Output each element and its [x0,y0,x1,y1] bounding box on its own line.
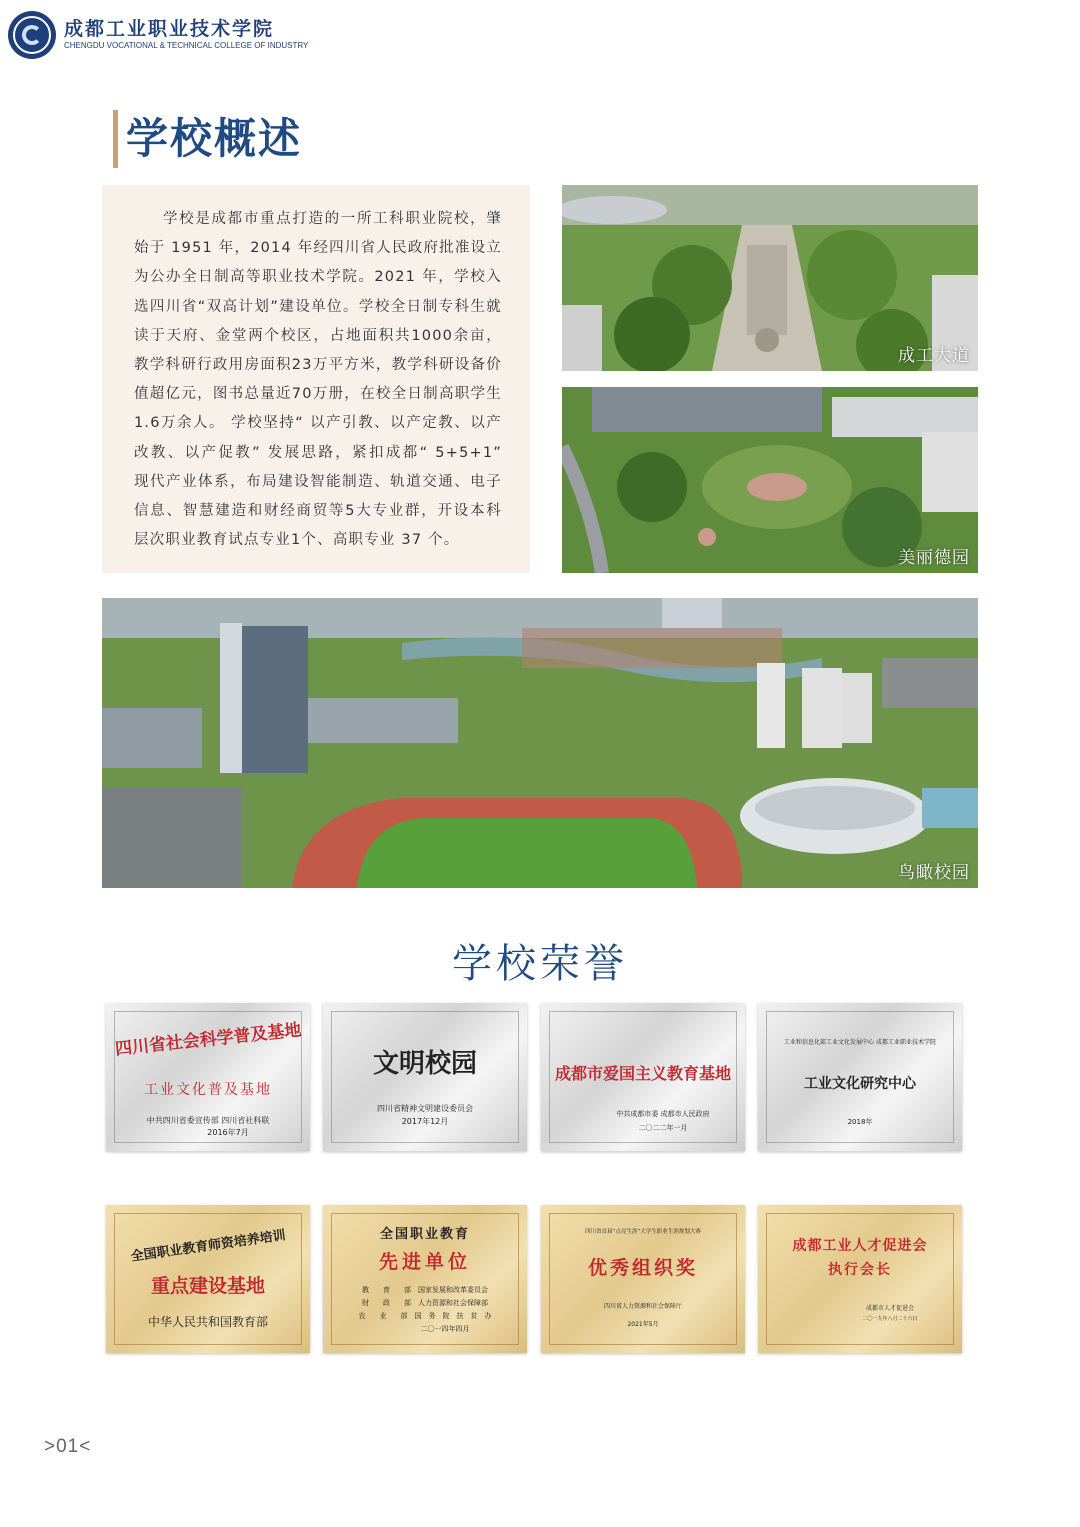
plaque-8-title: 成都工业人才促进会 [792,1238,928,1254]
overview-text: 学校是成都市重点打造的一所工科职业院校，肇始于 1951 年，2014 年经四川省人民政府批准设立为公办全日制高等职业技术学院。2021 年，学校入选四川省“双高计划”建设单位。学校全日制专科生就读于天府、金堂两个校区，占地面积共1000余亩，教学科研行政用房面积23万平方米，教学科研设备价值超亿元，图书总量近70万册，在校全日制高职学生1.6万余人。 学校坚持“ 以产引教、以产定教、以产改教、以产促教” 发展思路，紧扣成都“ 5+5+1” 现代产业体系，布局建设智能制造、轨道交通、电子信息、智慧建造和财经商贸等5大专业群，开设本科层次职业教育试点专业1个、高职专业 37 个。 [134,211,502,549]
plaque-2-title: 文明校园 [372,1049,477,1079]
plaque-4-date: 2018年 [847,1118,873,1126]
overview-title: 学校概述 [126,114,303,163]
honors-title: 学校荣誉 [452,941,628,987]
plaque-3-title: 成都市爱国主义教育基地 [554,1064,731,1083]
plaque-1-title: 四川省社会科学普及基地 [114,1020,303,1060]
plaque-social-science-base [106,1003,310,1151]
photo-garden-caption: 美丽德园 [898,548,970,568]
plaque-8-subtitle: 执行会长 [828,1262,892,1278]
college-name-cn: 成都工业职业技术学院 [64,18,275,40]
plaque-3-date: 二〇二二年一月 [638,1124,688,1132]
page-number: >01< [44,1436,92,1457]
plaque-6-issuer-2: 财 政 部 人力资源和社会保障部 [362,1299,488,1307]
college-name-en: CHENGDU VOCATIONAL & TECHNICAL COLLEGE OF INDUSTRY [64,41,309,50]
plaque-1-date: 2016年7月 [207,1128,249,1137]
plaque-6-issuer-3: 农 业 部 国 务 院 扶 贫 办 [358,1312,492,1320]
photo-avenue-caption: 成工大道 [898,346,970,366]
plaque-teacher-training-base [106,1205,310,1353]
college-name [64,18,308,52]
plaque-3-issuer: 中共成都市委 成都市人民政府 [616,1110,710,1118]
plaque-7-title: 优秀组织奖 [587,1257,698,1279]
plaque-organization-award [541,1205,745,1353]
header [8,10,308,60]
photo-garden [562,387,978,573]
plaque-7-issuer: 四川省人力资源和社会保障厅 [603,1303,682,1310]
plaque-4-issuer: 工业和信息化部工业文化发展中心 成都工业职业技术学院 [784,1039,936,1046]
plaque-6-subtitle: 全国职业教育 [379,1227,470,1242]
plaque-8-issuer: 成都市人才促进会 [865,1305,914,1312]
plaque-5-issuer: 中华人民共和国教育部 [147,1315,268,1329]
photo-aerial [102,598,978,888]
plaque-1-subtitle: 工业文化普及基地 [144,1082,272,1098]
plaque-6-title: 先进单位 [378,1251,471,1273]
plaque-executive-president [758,1205,962,1353]
plaque-industrial-culture-center [758,1003,962,1151]
college-logo [8,11,56,59]
plaque-patriotic-base [541,1003,745,1151]
plaque-advanced-unit [323,1205,527,1353]
plaque-7-subtitle: 四川省首届“点亮生涯”大学生职业生涯规划大赛 [585,1229,701,1235]
photo-aerial-caption: 鸟瞰校园 [898,863,970,883]
plaque-6-issuer-1: 教 育 部 国家发展和改革委员会 [362,1286,488,1294]
plaque-4-title: 工业文化研究中心 [804,1076,916,1092]
overview-text-box [102,185,530,573]
plaque-5-title: 重点建设基地 [150,1275,265,1297]
plaque-5-subtitle: 全国职业教育师资培养培训 [129,1228,287,1265]
plaque-7-date: 2021年5月 [627,1321,659,1328]
section-accent-bar [113,110,118,168]
plaque-civilized-campus [323,1003,527,1151]
plaque-2-date: 2017年12月 [401,1117,449,1126]
plaque-1-issuer: 中共四川省委宣传部 四川省社科联 [146,1116,270,1125]
plaque-6-date: 二〇一四年四月 [420,1325,470,1333]
plaque-8-date: 二〇一九年八月二十六日 [862,1316,918,1322]
photo-avenue [562,185,978,371]
plaque-2-issuer: 四川省精神文明建设委员会 [377,1104,473,1113]
